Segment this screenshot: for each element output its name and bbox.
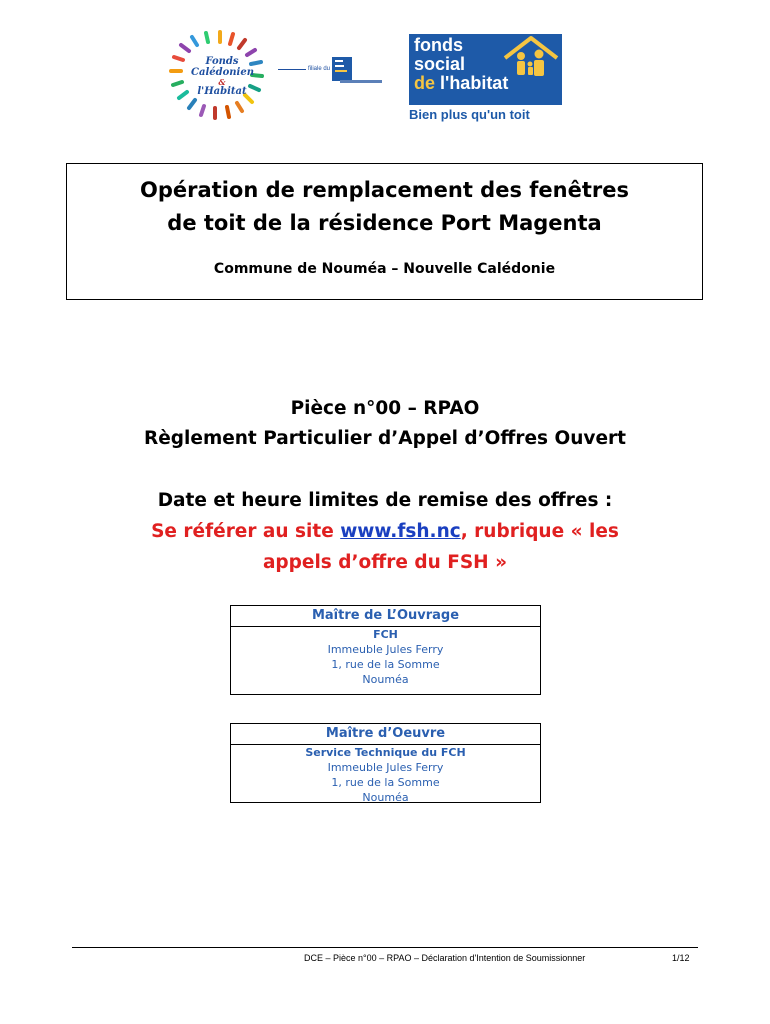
fsh-logo — [409, 34, 562, 122]
fch-logo-ampersand: & — [218, 77, 226, 87]
fch-logo-line4: l'Habitat — [197, 86, 247, 97]
title-box — [66, 163, 703, 300]
deadline-prefix: Se référer au site — [151, 521, 341, 542]
maitre-oeuvre-address2: 1, rue de la Somme — [331, 776, 440, 789]
maitre-oeuvre-box — [230, 723, 541, 803]
deadline-reference-line2: appels d’offre du FSH » — [262, 552, 508, 573]
document-title — [67, 174, 702, 240]
mini-fsh-underline — [340, 80, 382, 83]
filiale-connector — [278, 62, 352, 76]
maitre-ouvrage-address1: Immeuble Jules Ferry — [327, 643, 444, 656]
document-subtitle: Commune de Nouméa – Nouvelle Calédonie — [213, 261, 556, 277]
fsh-website-link[interactable]: www.fsh.nc — [340, 521, 461, 542]
page-number: 1/12 — [672, 953, 690, 963]
maitre-oeuvre-details — [231, 745, 540, 805]
footer-divider — [72, 947, 698, 948]
fch-logo-text — [191, 56, 253, 97]
deadline-heading: Date et heure limites de remise des offres : — [157, 490, 613, 511]
document-title-line1: Opération de remplacement des fenêtres — [140, 178, 629, 202]
deadline-reference-line — [0, 516, 770, 547]
maitre-oeuvre-header: Maître d’Oeuvre — [231, 724, 540, 745]
fsh-word-social: social — [414, 54, 466, 74]
fsh-tagline: Bien plus qu'un toit — [409, 107, 530, 122]
maitre-ouvrage-name: FCH — [373, 628, 398, 641]
maitre-ouvrage-header: Maître de L’Ouvrage — [231, 606, 540, 627]
maitre-oeuvre-address1: Immeuble Jules Ferry — [327, 761, 444, 774]
deadline-section — [0, 485, 770, 578]
fch-logo — [165, 24, 275, 124]
mini-fsh-logo — [332, 57, 352, 81]
piece-number: Pièce n°00 – RPAO — [290, 398, 480, 419]
deadline-suffix: , rubrique « les — [460, 521, 619, 542]
fch-logo-line2: Calédonien — [191, 67, 254, 78]
fsh-logo-box — [409, 34, 562, 105]
fch-logo-line1: Fonds — [205, 56, 239, 67]
mini-fsh-icon — [334, 58, 350, 78]
fsh-logo-words — [414, 36, 508, 93]
maitre-ouvrage-details — [231, 627, 540, 687]
footer-text: DCE – Pièce n°00 – RPAO – Déclaration d'Intention de Soumissionner — [304, 953, 586, 963]
maitre-ouvrage-city: Nouméa — [362, 673, 409, 686]
piece-heading — [0, 394, 770, 454]
maitre-oeuvre-city: Nouméa — [362, 791, 409, 804]
document-title-line2: de toit de la résidence Port Magenta — [167, 211, 602, 235]
fsh-word-fonds: fonds — [414, 35, 463, 55]
family-house-icon — [501, 34, 561, 79]
filiale-rule — [278, 69, 306, 70]
fsh-word-habitat: l'habitat — [440, 73, 509, 93]
filiale-label: filiale du — [308, 66, 331, 72]
fsh-word-de: de — [414, 73, 436, 93]
maitre-ouvrage-box — [230, 605, 541, 695]
fsh-word-habitat-line — [414, 74, 508, 93]
piece-description: Règlement Particulier d’Appel d’Offres Ouvert — [144, 428, 626, 449]
maitre-ouvrage-address2: 1, rue de la Somme — [331, 658, 440, 671]
maitre-oeuvre-name: Service Technique du FCH — [305, 746, 466, 759]
